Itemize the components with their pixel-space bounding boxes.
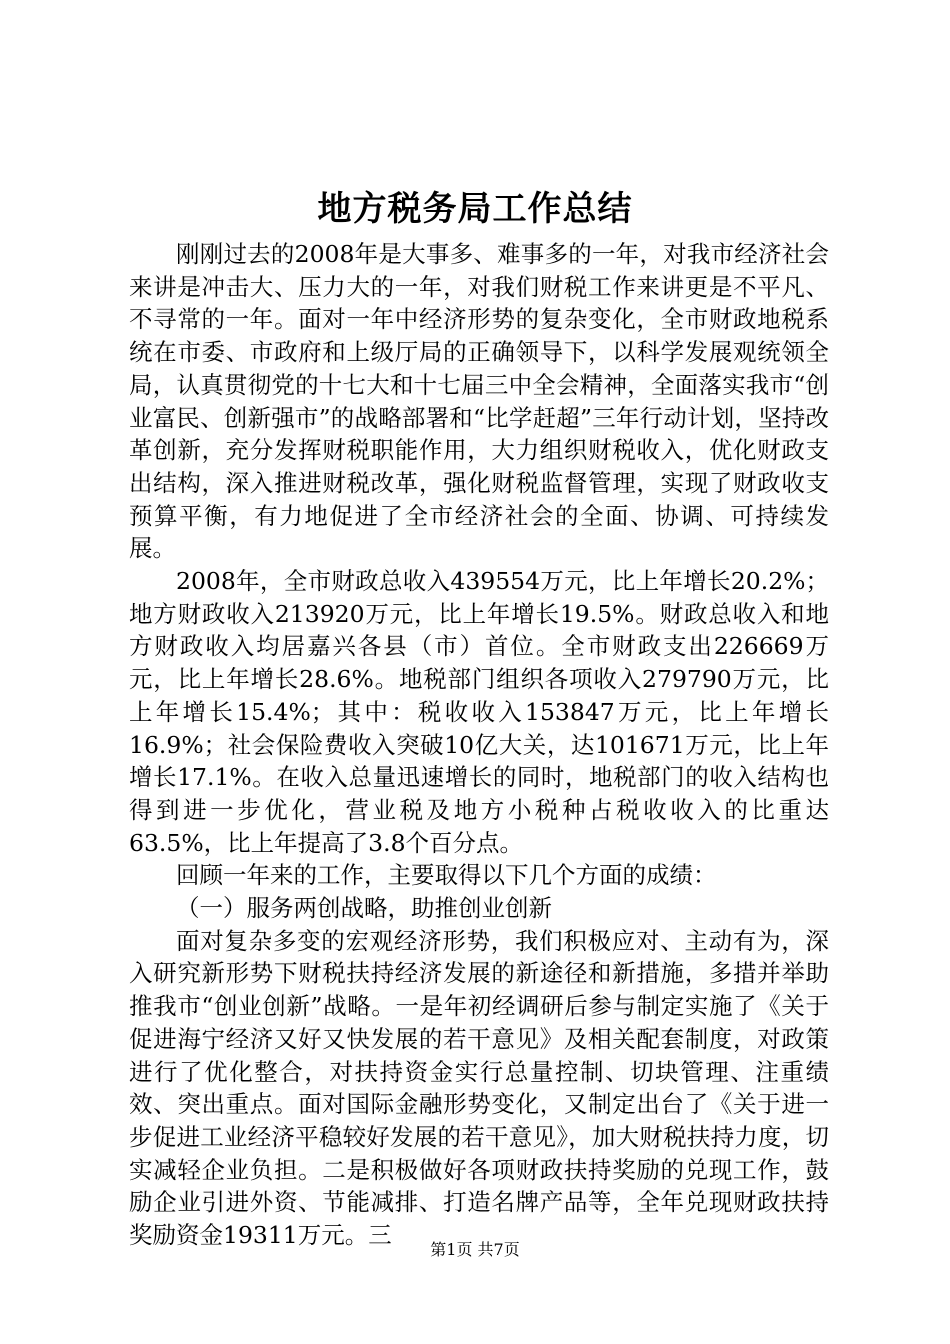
paragraph-revenue-figures: 2008年，全市财政总收入439554万元，比上年增长20.2%；地方财政收入213920万元，比上年增长19.5%。财政总收入和地方财政收入均居嘉兴各县（市）首位。全市财政支出226669万元，比上年增长28.6%。地税部门组织各项收入279790万元，比上年增长15.4%；其中：税收收入153847万元，比上年增长16.9%；社会保险费收入突破10亿大关，达101671万元，比上年增长17.1%。在收入总量迅速增长的同时，地税部门的收入结构也得到进一步优化，营业税及地方小税种占税收收入的比重达63.5%，比上年提高了3.8个百分点。	[129, 567, 829, 857]
paragraph-section-1: 面对复杂多变的宏观经济形势，我们积极应对、主动有为，深入研究新形势下财税扶持经济发展的新途径和新措施，多措并举助推我市“创业创新”战略。一是年初经调研后参与制定实施了《关于促进海宁经济又好又快发展的若干意见》及相关配套制度，对政策进行了优化整合，对扶持资金实行总量控制、切块管理、注重绩效、突出重点。面对国际金融形势变化，又制定出台了《关于进一步促进工业经济平稳较好发展的若干意见》，加大财税扶持力度，切实减轻企业负担。二是积极做好各项财政扶持奖励的兑现工作，鼓励企业引进外资、节能减排、打造名牌产品等，全年兑现财政扶持奖励资金19311万元。三	[129, 926, 829, 1250]
paragraph-intro: 刚刚过去的2008年是大事多、难事多的一年，对我市经济社会来讲是冲击大、压力大的一年，对我们财税工作来讲更是不平凡、不寻常的一年。面对一年中经济形势的复杂变化，全市财政地税系统在市委、市政府和上级厅局的正确领导下，以科学发展观统领全局，认真贯彻党的十七大和十七届三中全会精神，全面落实我市“创业富民、创新强市”的战略部署和“比学赶超”三年行动计划，坚持改革创新，充分发挥财税职能作用，大力组织财税收入，优化财政支出结构，深入推进财税改革，强化财税监督管理，实现了财政收支预算平衡，有力地促进了全市经济社会的全面、协调、可持续发展。	[129, 240, 829, 563]
document-title: 地方税务局工作总结	[317, 189, 633, 229]
section-heading-1: （一）服务两创战略，助推创业创新	[176, 894, 552, 923]
paragraph-review-lead: 回顾一年来的工作，主要取得以下几个方面的成绩：	[176, 861, 717, 890]
page-number-footer: 第1页 共7页	[430, 1240, 520, 1259]
document-body	[129, 238, 829, 1252]
